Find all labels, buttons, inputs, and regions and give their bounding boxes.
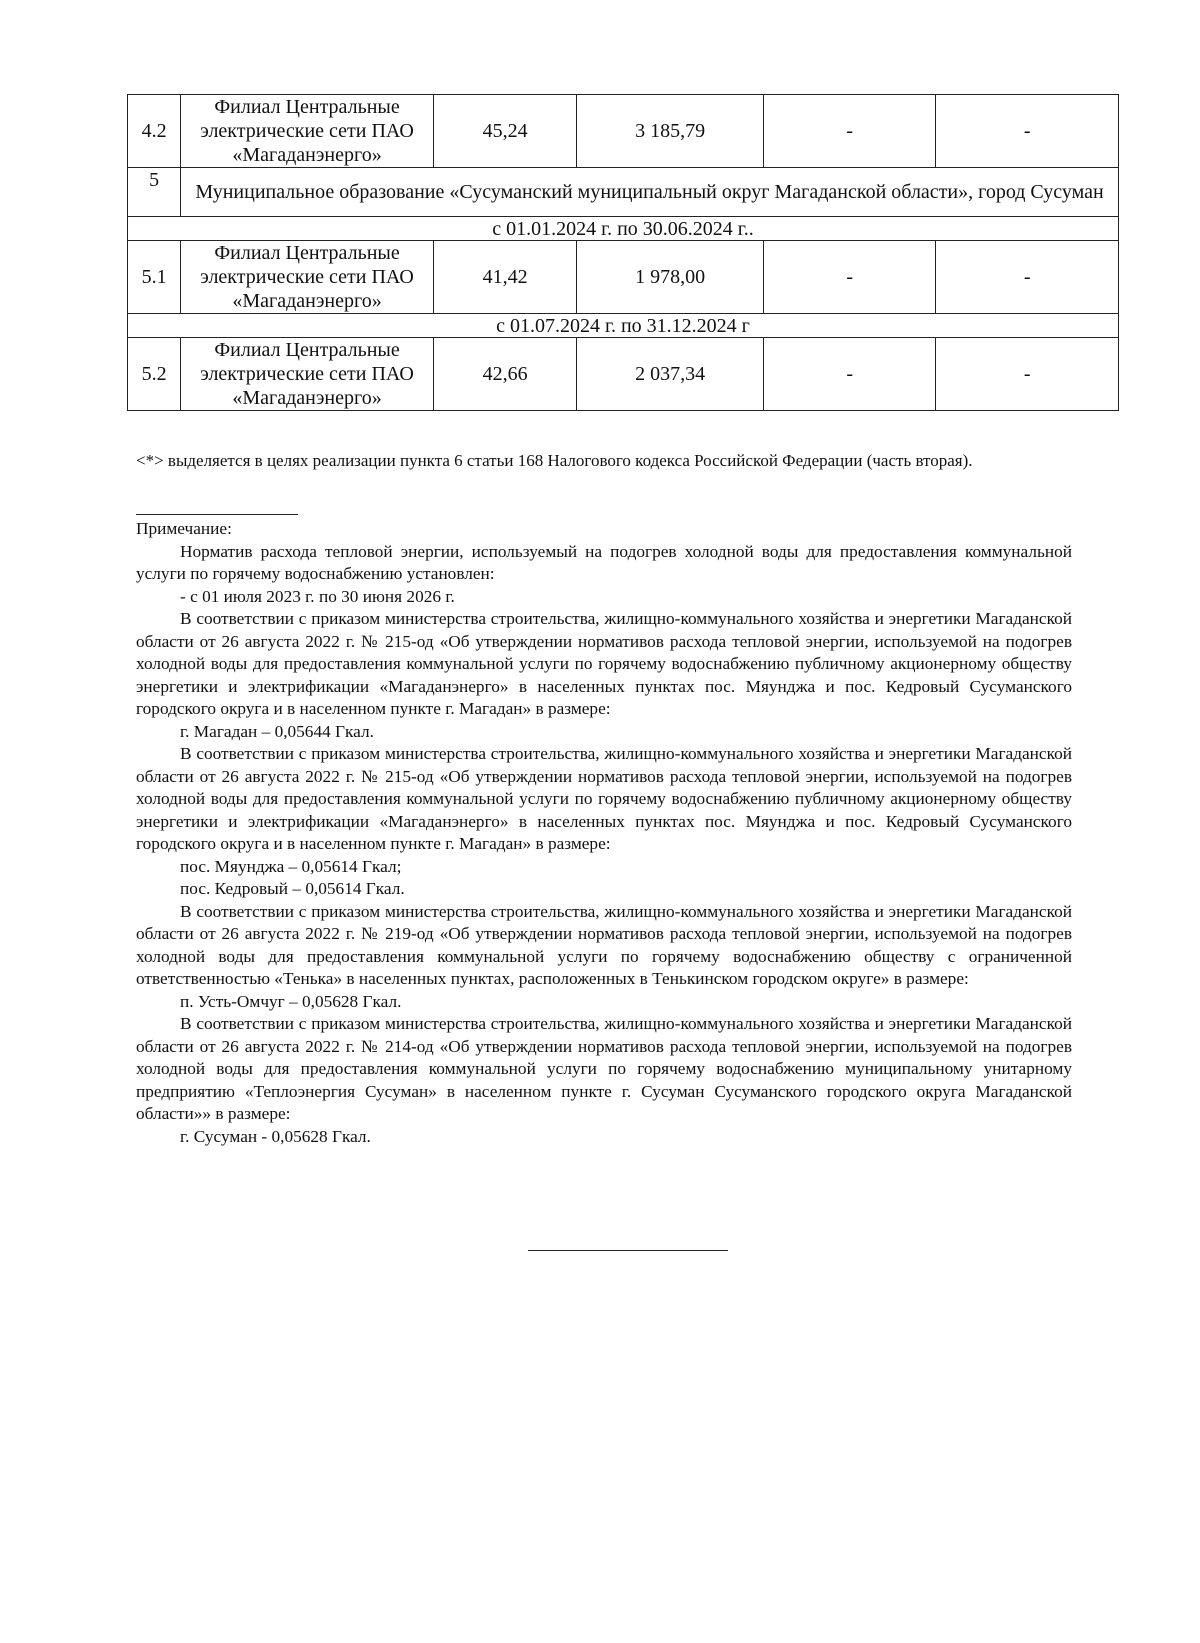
table-row bbox=[128, 95, 1119, 168]
organization-cell: Филиал Центральные электрические сети ПАО «Магаданэнерго» bbox=[181, 338, 434, 411]
note-value: пос. Мяунджа – 0,05614 Гкал; bbox=[180, 856, 402, 876]
footnote-divider bbox=[136, 514, 298, 515]
tariff-table bbox=[127, 94, 1119, 411]
note-value: г. Сусуман - 0,05628 Гкал. bbox=[180, 1126, 371, 1146]
value-cell: - bbox=[763, 95, 936, 168]
note-paragraph: В соответствии с приказом министерства строительства, жилищно-коммунального хозяйства и энергетики Магаданской области от 26 августа 2022 г. № 219-од «Об утверждении нормативов расхода тепловой энергии, используемой на подогрев холодной воды для предоставления коммунальной услуги по горячему водоснабжению обществу с ограниченной ответственностью «Тенька» в населенных пунктах, расположенных в Тенькинском городском округе» в размере: bbox=[136, 901, 1072, 988]
organization-cell: Филиал Центральные электрические сети ПАО «Магаданэнерго» bbox=[181, 95, 434, 168]
value-cell: 41,42 bbox=[433, 241, 576, 314]
table-period-row bbox=[128, 217, 1119, 241]
table-row bbox=[128, 241, 1119, 314]
organization-cell: Филиал Центральные электрические сети ПАО «Магаданэнерго» bbox=[181, 241, 434, 314]
table-row bbox=[128, 338, 1119, 411]
note-section bbox=[136, 518, 1072, 1148]
value-cell: - bbox=[763, 338, 936, 411]
note-paragraph: В соответствии с приказом министерства строительства, жилищно-коммунального хозяйства и энергетики Магаданской области от 26 августа 2022 г. № 215-од «Об утверждении нормативов расхода тепловой энергии, используемой на подогрев холодной воды для предоставления коммунальной услуги по горячему водоснабжению публичному акционерному обществу энергетики и электрификации «Магаданэнерго» в населенных пунктах пос. Мяунджа и пос. Кедровый Сусуманского городского округа и в населенном пункте г. Магадан» в размере: bbox=[136, 744, 1072, 853]
value-cell: - bbox=[763, 241, 936, 314]
note-title: Примечание: bbox=[136, 519, 232, 538]
footnote: <*> выделяется в целях реализации пункта 6 статьи 168 Налогового кодекса Российской Федерации (часть вторая). bbox=[136, 451, 973, 470]
row-number: 5.2 bbox=[128, 338, 181, 411]
period-cell: с 01.07.2024 г. по 31.12.2024 г bbox=[128, 314, 1119, 338]
value-cell: 2 037,34 bbox=[577, 338, 764, 411]
value-cell: - bbox=[936, 95, 1119, 168]
note-value: п. Усть-Омчуг – 0,05628 Гкал. bbox=[180, 991, 402, 1011]
note-intro: Норматив расхода тепловой энергии, используемый на подогрев холодной воды для предоставления коммунальной услуги по горячему водоснабжению установлен: bbox=[136, 541, 1072, 583]
table-section-row bbox=[128, 168, 1119, 217]
table-period-row bbox=[128, 314, 1119, 338]
municipality-cell: Муниципальное образование «Сусуманский муниципальный округ Магаданской области», город Сусуман bbox=[181, 168, 1119, 217]
note-paragraph: В соответствии с приказом министерства строительства, жилищно-коммунального хозяйства и энергетики Магаданской области от 26 августа 2022 г. № 215-од «Об утверждении нормативов расхода тепловой энергии, используемой на подогрев холодной воды для предоставления коммунальной услуги по горячему водоснабжению публичному акционерному обществу энергетики и электрификации «Магаданэнерго» в населенных пунктах пос. Мяунджа и пос. Кедровый Сусуманского городского округа и в населенном пункте г. Магадан» в размере: bbox=[136, 609, 1072, 718]
row-number: 4.2 bbox=[128, 95, 181, 168]
value-cell: 45,24 bbox=[433, 95, 576, 168]
note-paragraph: В соответствии с приказом министерства строительства, жилищно-коммунального хозяйства и энергетики Магаданской области от 26 августа 2022 г. № 214-од «Об утверждении нормативов расхода тепловой энергии, используемой на подогрев холодной воды для предоставления коммунальной услуги по горячему водоснабжению муниципальному унитарному предприятию «Теплоэнергия Сусуман» в населенном пункте г. Сусуман Сусуманского городского округа Магаданской области»» в размере: bbox=[136, 1014, 1072, 1123]
note-value: г. Магадан – 0,05644 Гкал. bbox=[180, 721, 374, 741]
period-cell: с 01.01.2024 г. по 30.06.2024 г.. bbox=[128, 217, 1119, 241]
row-number: 5 bbox=[128, 168, 181, 217]
value-cell: 3 185,79 bbox=[577, 95, 764, 168]
value-cell: - bbox=[936, 338, 1119, 411]
row-number: 5.1 bbox=[128, 241, 181, 314]
value-cell: 42,66 bbox=[433, 338, 576, 411]
note-period: - с 01 июля 2023 г. по 30 июня 2026 г. bbox=[180, 586, 455, 606]
value-cell: - bbox=[936, 241, 1119, 314]
value-cell: 1 978,00 bbox=[577, 241, 764, 314]
note-value: пос. Кедровый – 0,05614 Гкал. bbox=[180, 879, 405, 898]
end-divider bbox=[528, 1250, 728, 1251]
